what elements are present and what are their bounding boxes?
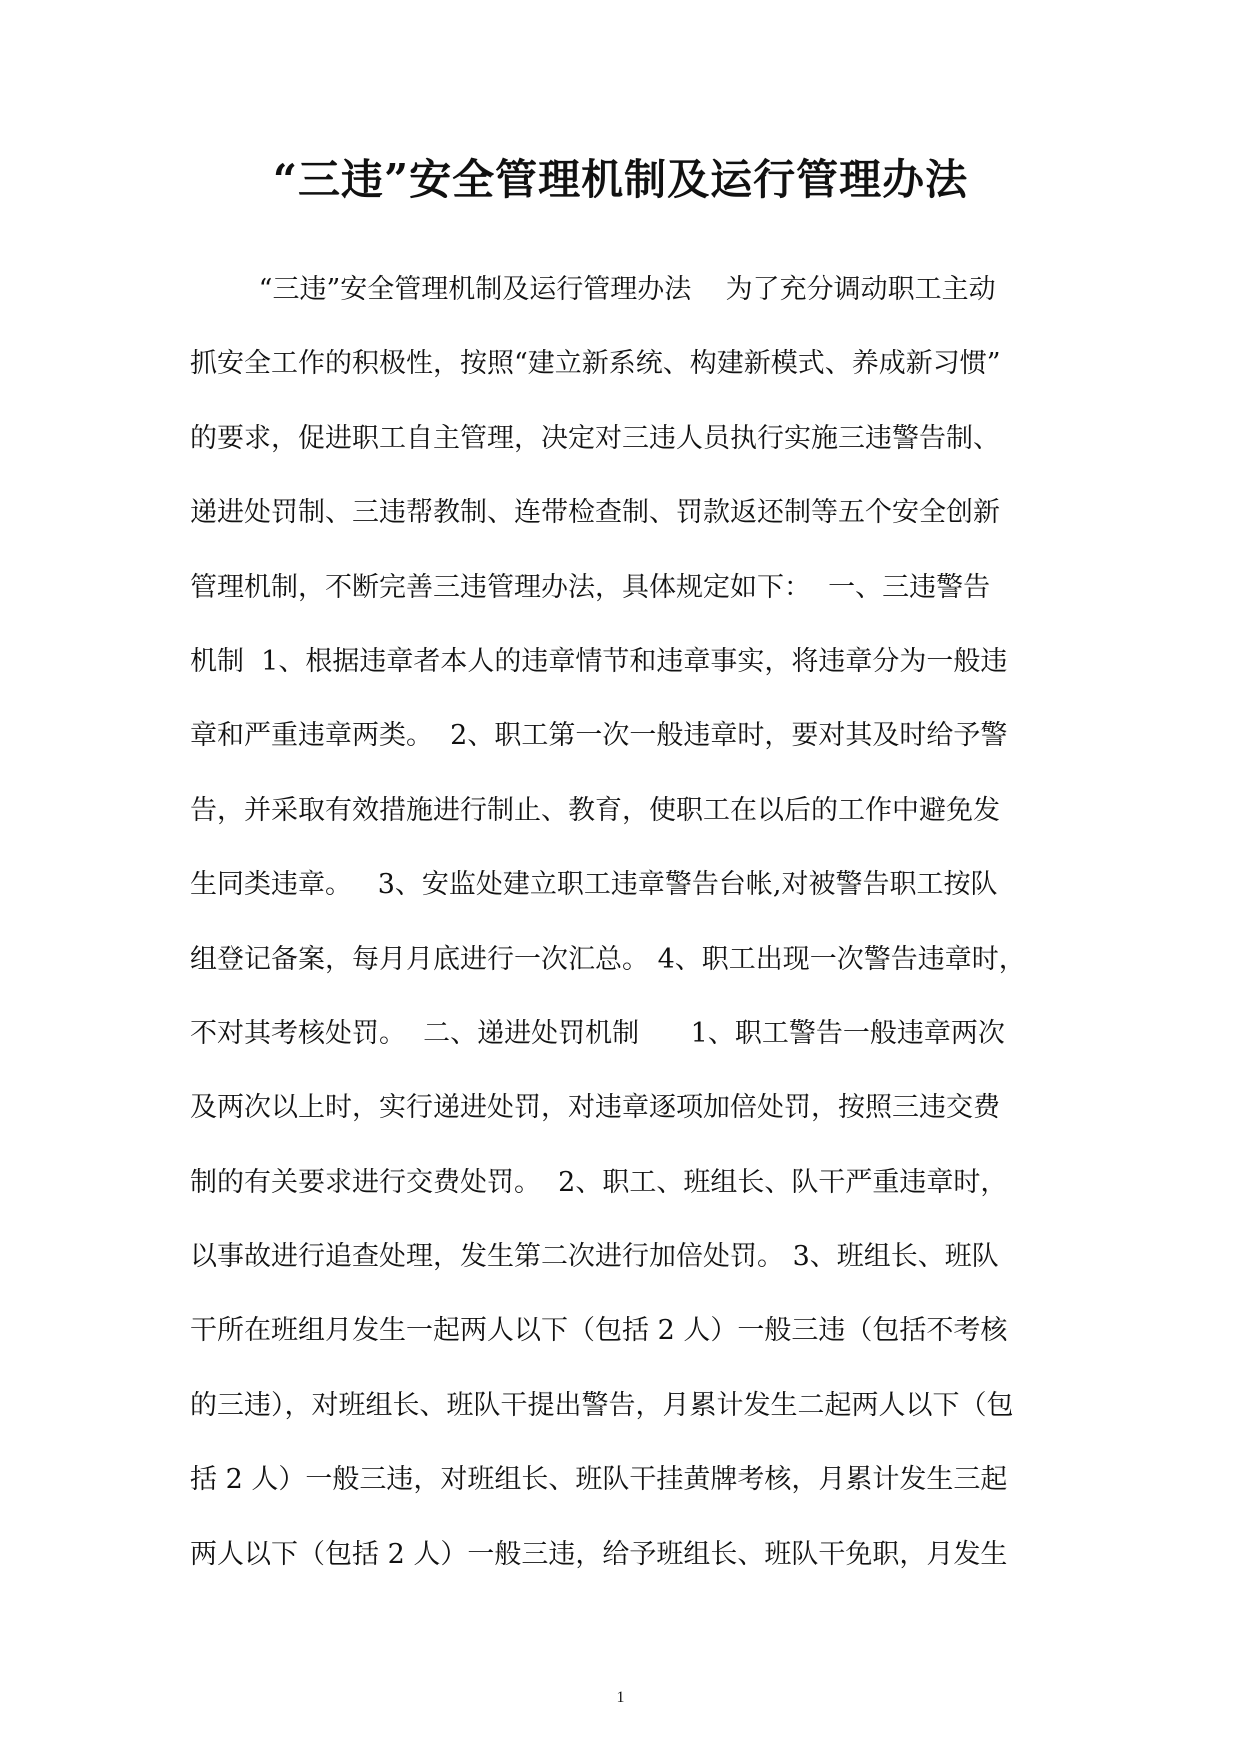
text-line: 的要求，促进职工自主管理，决定对三违人员执行实施三违警告制、 — [190, 422, 1000, 454]
body-text — [190, 253, 1070, 1592]
text-line: 及两次以上时，实行递进处罚，对违章逐项加倍处罚，按照三违交费 — [190, 1092, 1000, 1124]
text-line: 组登记备案，每月月底进行一次汇总。 4、职工出现一次警告违章时， — [190, 943, 1026, 975]
text-line: 生同类违章。 3、安监处建立职工违章警告台帐,对被警告职工按队 — [190, 869, 998, 901]
page-number: 1 — [616, 1689, 625, 1706]
text-line: 递进处罚制、三违帮教制、连带检查制、罚款返还制等五个安全创新 — [190, 497, 1000, 529]
text-line: 管理机制，不断完善三违管理办法，具体规定如下： 一、三违警告 — [190, 571, 991, 603]
text-line: “三违”安全管理机制及运行管理办法 为了充分调动职工主动 — [190, 274, 996, 305]
page-title: “三违”安全管理机制及运行管理办法 — [272, 155, 969, 204]
text-line: 的三违），对班组长、班队干提出警告，月累计发生二起两人以下（包 — [190, 1389, 1014, 1421]
text-line: 以事故进行追查处理，发生第二次进行加倍处罚。 3、班组长、班队 — [190, 1241, 999, 1273]
text-line: 机制 1、根据违章者本人的违章情节和违章事实，将违章分为一般违 — [190, 645, 1008, 677]
text-line: 告，并采取有效措施进行制止、教育，使职工在以后的工作中避免发 — [190, 794, 1000, 826]
text-line: 两人以下（包括 2 人）一般三违，给予班组长、班队干免职，月发生 — [190, 1538, 1008, 1570]
text-line: 章和严重违章两类。 2、职工第一次一般违章时，要对其及时给予警 — [190, 720, 1008, 752]
text-line: 干所在班组月发生一起两人以下（包括 2 人）一般三违（包括不考核 — [190, 1315, 1008, 1347]
text-line: 制的有关要求进行交费处罚。 2、职工、班组长、队干严重违章时， — [190, 1166, 1008, 1198]
text-line: 括 2 人）一般三违，对班组长、班队干挂黄牌考核，月累计发生三起 — [190, 1464, 1008, 1496]
text-line: 不对其考核处罚。 二、递进处罚机制 1、职工警告一般违章两次 — [190, 1017, 1005, 1049]
text-line: 抓安全工作的积极性，按照“建立新系统、构建新模式、养成新习惯” — [190, 348, 1001, 380]
